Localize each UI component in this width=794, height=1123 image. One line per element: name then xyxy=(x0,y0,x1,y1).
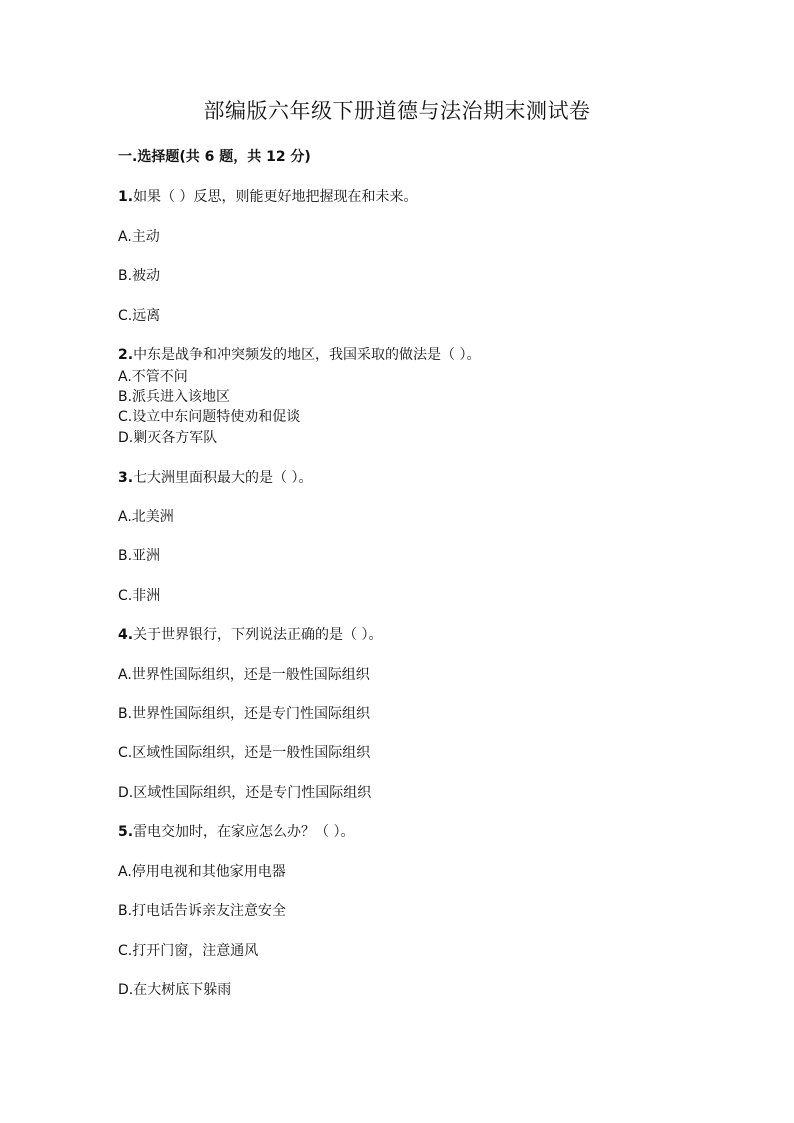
page-title: 部编版六年级下册道德与法治期末测试卷 xyxy=(203,99,591,123)
question-text: 七大洲里面积最大的是（ ）。 xyxy=(133,470,313,486)
option-4c: C.区域性国际组织，还是一般性国际组织 xyxy=(118,745,371,761)
option-2b: B.派兵进入该地区 xyxy=(118,389,231,405)
question-text: 关于世界银行，下列说法正确的是（ ）。 xyxy=(133,627,383,643)
question-text: 如果（ ）反思，则能更好地把握现在和未来。 xyxy=(133,189,418,205)
option-1a: A.主动 xyxy=(118,229,160,245)
question-number: 2. xyxy=(118,347,134,363)
option-5a: A.停用电视和其他家用电器 xyxy=(118,864,286,880)
question-number: 3. xyxy=(118,470,134,486)
section-heading: 一.选择题(共 6 题，共 12 分) xyxy=(118,149,311,165)
question-4 xyxy=(118,624,383,644)
option-2c: C.设立中东问题特使劝和促谈 xyxy=(118,409,301,425)
option-1c: C.远离 xyxy=(118,308,161,324)
question-3 xyxy=(118,467,313,487)
option-3b: B.亚洲 xyxy=(118,548,161,564)
question-2 xyxy=(118,344,481,364)
option-4b: B.世界性国际组织，还是专门性国际组织 xyxy=(118,706,371,722)
option-1b: B.被动 xyxy=(118,268,161,284)
option-4d: D.区域性国际组织，还是专门性国际组织 xyxy=(118,785,372,801)
option-2a: A.不管不问 xyxy=(118,369,188,385)
option-5d: D.在大树底下躲雨 xyxy=(118,982,232,998)
question-text: 雷电交加时，在家应怎么办？（ ）。 xyxy=(133,824,355,840)
option-2d: D.剿灭各方军队 xyxy=(118,430,218,446)
question-number: 5. xyxy=(118,824,134,840)
option-3c: C.非洲 xyxy=(118,588,161,604)
option-3a: A.北美洲 xyxy=(118,509,174,525)
question-number: 1. xyxy=(118,189,134,205)
option-5c: C.打开门窗，注意通风 xyxy=(118,943,259,959)
question-1 xyxy=(118,186,418,206)
option-5b: B.打电话告诉亲友注意安全 xyxy=(118,903,287,919)
question-number: 4. xyxy=(118,627,134,643)
option-4a: A.世界性国际组织，还是一般性国际组织 xyxy=(118,667,370,683)
question-text: 中东是战争和冲突频发的地区，我国采取的做法是（ ）。 xyxy=(133,347,481,363)
question-5 xyxy=(118,821,355,841)
